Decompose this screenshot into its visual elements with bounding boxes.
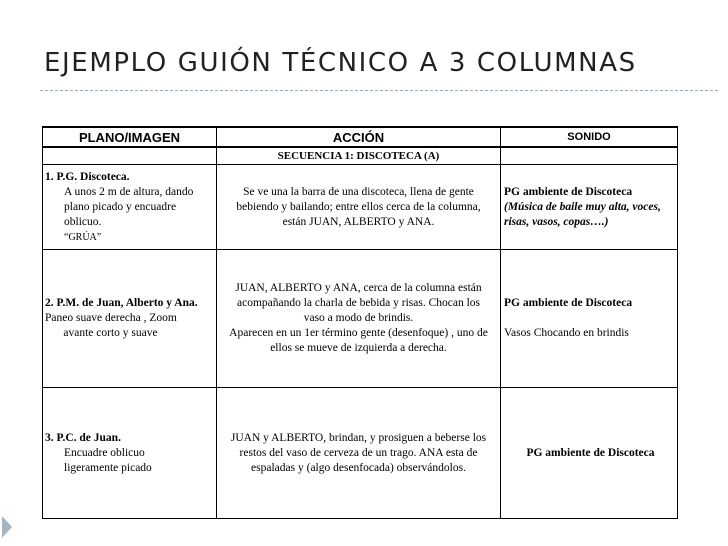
plano-line: oblicuo. (64, 215, 102, 228)
plano-line: ligeramente picado (64, 461, 152, 474)
accion-line: espaladas y (algo desenfocada) observándolos. (251, 461, 466, 474)
sonido-cell (501, 250, 678, 388)
sonido-line: Vasos Chocando en brindis (504, 327, 629, 339)
plano-line: avante corto y suave (63, 327, 158, 339)
header-accion (217, 127, 501, 147)
accion-cell (217, 388, 501, 519)
plano-cell (43, 250, 217, 388)
accion-line: vaso a modo de brindis. (303, 312, 414, 324)
accion-cell (217, 165, 501, 250)
technical-script-table (42, 126, 678, 519)
plano-line: Encuadre oblicuo (64, 446, 145, 459)
plano-heading: 1. P.G. Discoteca. (45, 170, 130, 183)
accion-line: Se ve una la barra de una discoteca, llena de gente (243, 185, 474, 198)
plano-cell (43, 165, 217, 250)
sequence-empty-cell (501, 147, 678, 165)
sequence-label: SECUENCIA 1: DISCOTECA (A) (277, 150, 440, 162)
accion-line: bebiendo y bailando; entre ellos cerca de la columna, (236, 200, 481, 213)
sonido-line: PG ambiente de Discoteca (526, 446, 655, 459)
sequence-cell (217, 147, 501, 165)
header-accion-label: ACCIÓN (332, 129, 385, 145)
sonido-cell (501, 388, 678, 519)
accion-line: JUAN y ALBERTO, brindan, y prosiguen a beberse los (230, 431, 487, 444)
slide-title: EJEMPLO GUIÓN TÉCNICO A 3 COLUMNAS (44, 48, 637, 78)
title-divider (40, 90, 718, 91)
sequence-row (43, 147, 678, 165)
accion-line: restos del vaso de cerveza de un trago. ANA esta de (239, 446, 478, 459)
table-row (43, 165, 678, 250)
sonido-spacer (504, 311, 677, 326)
header-plano (43, 127, 217, 147)
table-row (43, 388, 678, 519)
accion-cell (217, 250, 501, 388)
plano-heading: 2. P.M. de Juan, Alberto y Ana. (45, 297, 198, 309)
accion-line: ellos se mueve de izquierda a derecha. (270, 342, 447, 354)
sonido-line: PG ambiente de Discoteca (504, 185, 633, 198)
plano-line: Paneo suave derecha , Zoom (45, 312, 177, 324)
sequence-empty-cell (43, 147, 217, 165)
table-row (43, 250, 678, 388)
plano-heading: 3. P.C. de Juan. (45, 431, 121, 444)
plano-cell (43, 388, 217, 519)
header-sonido (501, 127, 678, 147)
header-sonido-label: SONIDO (567, 131, 611, 143)
header-row (43, 127, 678, 147)
plano-line: A unos 2 m de altura, dando (64, 185, 194, 198)
header-plano-label: PLANO/IMAGEN (78, 129, 181, 145)
sonido-cell (501, 165, 678, 250)
accion-line: Aparecen en un 1er término gente (desenfoque) , uno de (229, 327, 488, 339)
sonido-line: (Música de baile muy alta, voces, (504, 200, 661, 213)
plano-line: “GRÚA” (64, 231, 102, 243)
plano-line: plano picado y encuadre (64, 200, 177, 213)
slide-bullet-icon (2, 516, 12, 538)
sonido-line: risas, vasos, copas….) (504, 215, 609, 228)
accion-line: están JUAN, ALBERTO y ANA. (282, 215, 435, 228)
sonido-line: PG ambiente de Discoteca (504, 297, 633, 309)
accion-line: acompañando la charla de bebida y risas. Chocan los (236, 297, 480, 309)
accion-line: JUAN, ALBERTO y ANA, cerca de la columna están (235, 282, 482, 294)
